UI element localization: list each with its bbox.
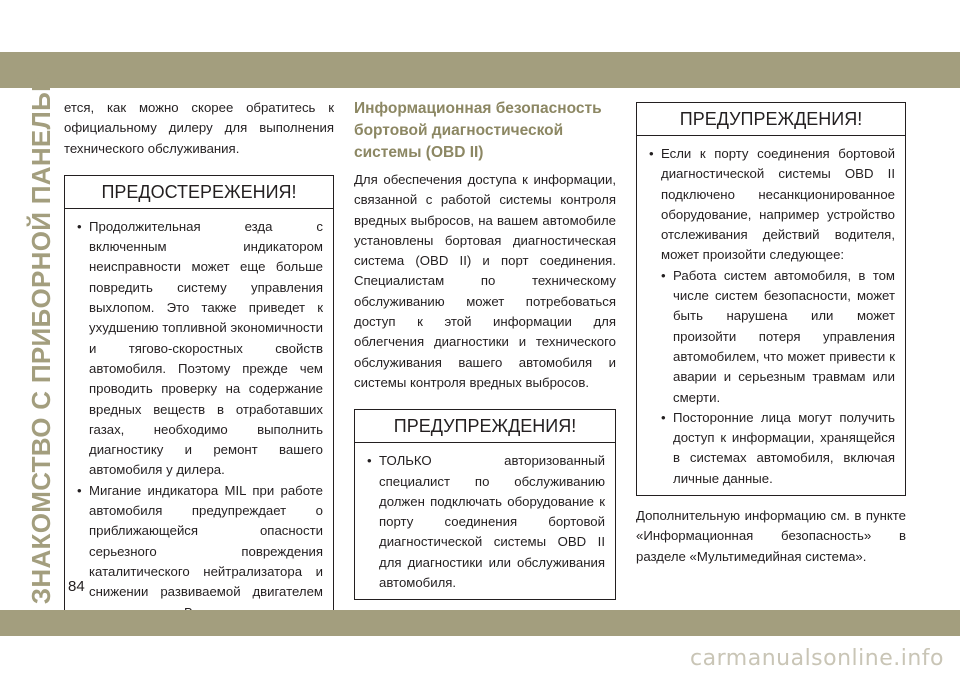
watermark: carmanualsonline.info [690, 646, 944, 671]
section-heading: Информационная безопасность бортовой диагностической системы (OBD II) [354, 100, 602, 161]
side-section-title-text: ЗНАКОМСТВО С ПРИБОРНОЙ ПАНЕЛЬЮ [26, 64, 57, 604]
warning-sublist [659, 266, 895, 489]
caution-list [75, 217, 323, 643]
caution-box [64, 175, 334, 650]
top-margin [0, 0, 960, 52]
header-band [0, 52, 960, 88]
page-number: 84 [68, 578, 85, 595]
warning-subitem: • Посторонние лица могут получить доступ к информации, хранящейся в системах автомобиля, включая личные данные. [659, 408, 895, 489]
column-3 [636, 102, 906, 567]
warning-list [647, 144, 895, 266]
warning-title: ПРЕДУПРЕЖДЕНИЯ! [355, 410, 615, 443]
warning-subitem: • Работа систем автомобиля, в том числе систем безопасности, может быть нарушена или может произойти потеря управления автомобилем, что может привести к аварии и серьезным травмам или смерти. [659, 266, 895, 408]
warning-item: • ТОЛЬКО авторизованный специалист по обслуживанию должен подключать оборудование к порту соединения бортовой диагностической системы OBD II для диагностики или обслуживания автомобиля. [365, 451, 605, 593]
warning-box-1 [354, 409, 616, 600]
warning-box-2 [636, 102, 906, 496]
warning-list [365, 451, 605, 593]
warning-item-text: Если к порту соединения бортовой диагностической системы OBD II подключено несанкционированное оборудование, например устройство отслеживания действий водителя, может произойти следующее: [661, 146, 895, 263]
footer-band [0, 610, 960, 636]
column-2 [354, 98, 616, 600]
side-section-title [24, 64, 60, 604]
column-1 [64, 98, 334, 650]
caution-item: • Продолжительная езда с включенным индикатором неисправности может еще больше повредить систему управления выхлопом. Это также приведет к ухудшению топливной экономичности и тягово-скоростных свойств автомобиля. Поэтому прежде чем проводить проверку на содержание вредных веществ в отработавших газах, необходимо выполнить диагностику и ремонт вашего автомобиля у дилера. [75, 217, 323, 481]
body-paragraph: Для обеспечения доступа к информации, связанной с работой системы контроля вредных выбросов, на вашем автомобиле установлены бортовая диагностическая система (OBD II) и порт соединения. Специалистам по техническому обслуживанию может потребоваться доступ к этой информации для облегчения диагностики и технического обслуживания вашего автомобиля и системы контроля вредных выбросов. [354, 172, 616, 390]
warning-title: ПРЕДУПРЕЖДЕНИЯ! [637, 103, 905, 136]
caution-title: ПРЕДОСТЕРЕЖЕНИЯ! [65, 176, 333, 209]
intro-paragraph: ется, как можно скорее обратитесь к официальному дилеру для выполнения технического обслуживания. [64, 100, 334, 156]
warning-item [647, 144, 895, 266]
caution-item: • Мигание индикатора MIL при работе автомобиля предупреждает о приближающейся опасности серьезного повреждения каталитического нейтрализатора и снижении развиваемой двигателем [75, 481, 323, 643]
footer-paragraph: Дополнительную информацию см. в пункте «Информационная безопасность» в разделе «Мультимедийная система». [636, 508, 906, 564]
